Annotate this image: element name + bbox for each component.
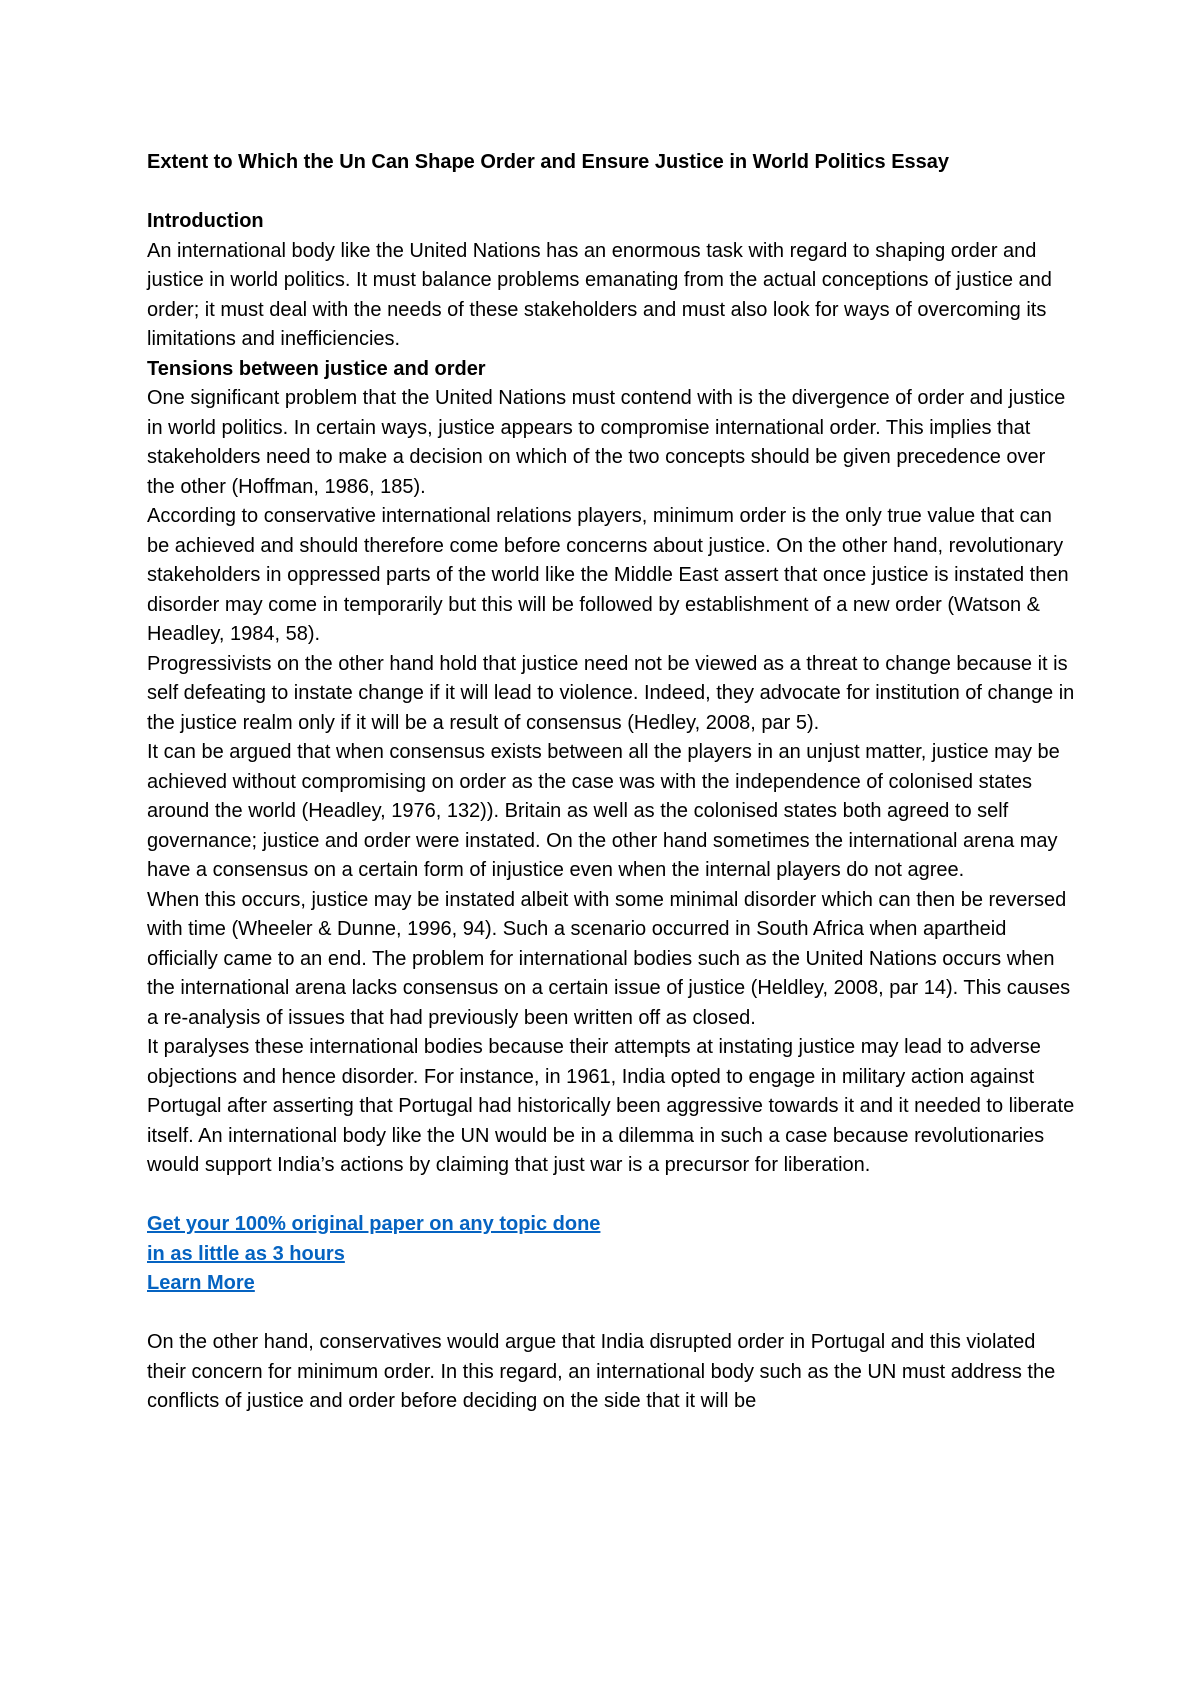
promo-link-3-hours[interactable]: in as little as 3 hours xyxy=(147,1242,345,1265)
body-paragraph: According to conservative international relations players, minimum order is the only true value that can be achieved and should therefore come before concerns about justice. On the other hand, revolutionary stakeholders in oppressed parts of the world like the Middle East assert that once justice is instated then disorder may come in temporarily but this will be followed by establishment of a new order (Watson & Headley, 1984, 58). xyxy=(147,505,1069,645)
learn-more-link[interactable]: Learn More xyxy=(147,1272,255,1294)
body-paragraph: It can be argued that when consensus exists between all the players in an unjust matter, justice may be achieved without compromising on order as the case was with the independence of colonised states around the world (Headley, 1976, 132)). Britain as well as the colonised states both agreed to self governance; justice and order were instated. On the other hand sometimes the international arena may have a consensus on a certain form of injustice even when the internal players do not agree. xyxy=(147,741,1060,881)
body-paragraph: One significant problem that the United Nations must contend with is the divergence of order and justice in world politics. In certain ways, justice appears to compromise international order. This implies that stakeholders need to make a decision on which of the two concepts should be given precedence over the other (Hoffman, 1986, 185). xyxy=(147,387,1066,498)
section-heading-tensions: Tensions between justice and order xyxy=(147,357,486,380)
promo-links xyxy=(147,1210,1077,1299)
document-title: Extent to Which the Un Can Shape Order and Ensure Justice in World Politics Essay xyxy=(147,151,950,173)
body-paragraph: Progressivists on the other hand hold that justice need not be viewed as a threat to change because it is self defeating to instate change if it will lead to violence. Indeed, they advocate for institution of change in the justice realm only if it will be a result of consensus (Hedley, 2008, par 5). xyxy=(147,652,1075,734)
intro-paragraph: An international body like the United Nations has an enormous task with regard to shaping order and justice in world politics. It must balance problems emanating from the actual conceptions of justice and order; it must deal with the needs of these stakeholders and must also look for ways of overcoming its limitations and inefficiencies. xyxy=(147,239,1052,350)
promo-link-original-paper[interactable]: Get your 100% original paper on any topic done xyxy=(147,1213,601,1235)
body-paragraph: It paralyses these international bodies because their attempts at instating justice may lead to adverse objections and hence disorder. For instance, in 1961, India opted to engage in military action against Portugal after asserting that Portugal had historically been aggressive towards it and it needed to liberate itself. An international body like the UN would be in a dilemma in such a case because revolutionaries would support India’s actions by claiming that just war is a precursor for liberation. xyxy=(147,1036,1075,1176)
document-page xyxy=(147,148,1077,1417)
final-paragraph: On the other hand, conservatives would argue that India disrupted order in Portugal and this violated their concern for minimum order. In this regard, an international body such as the UN must address the conflicts of justice and order before deciding on the side that it will be xyxy=(147,1331,1056,1412)
section-heading-introduction: Introduction xyxy=(147,210,264,232)
body-paragraph: When this occurs, justice may be instated albeit with some minimal disorder which can then be reversed with time (Wheeler & Dunne, 1996, 94). Such a scenario occurred in South Africa when apartheid officially came to an end. The problem for international bodies such as the United Nations occurs when the international arena lacks consensus on a certain issue of justice (Heldley, 2008, par 14). This causes a re-analysis of issues that had previously been written off as closed. xyxy=(147,888,1071,1029)
